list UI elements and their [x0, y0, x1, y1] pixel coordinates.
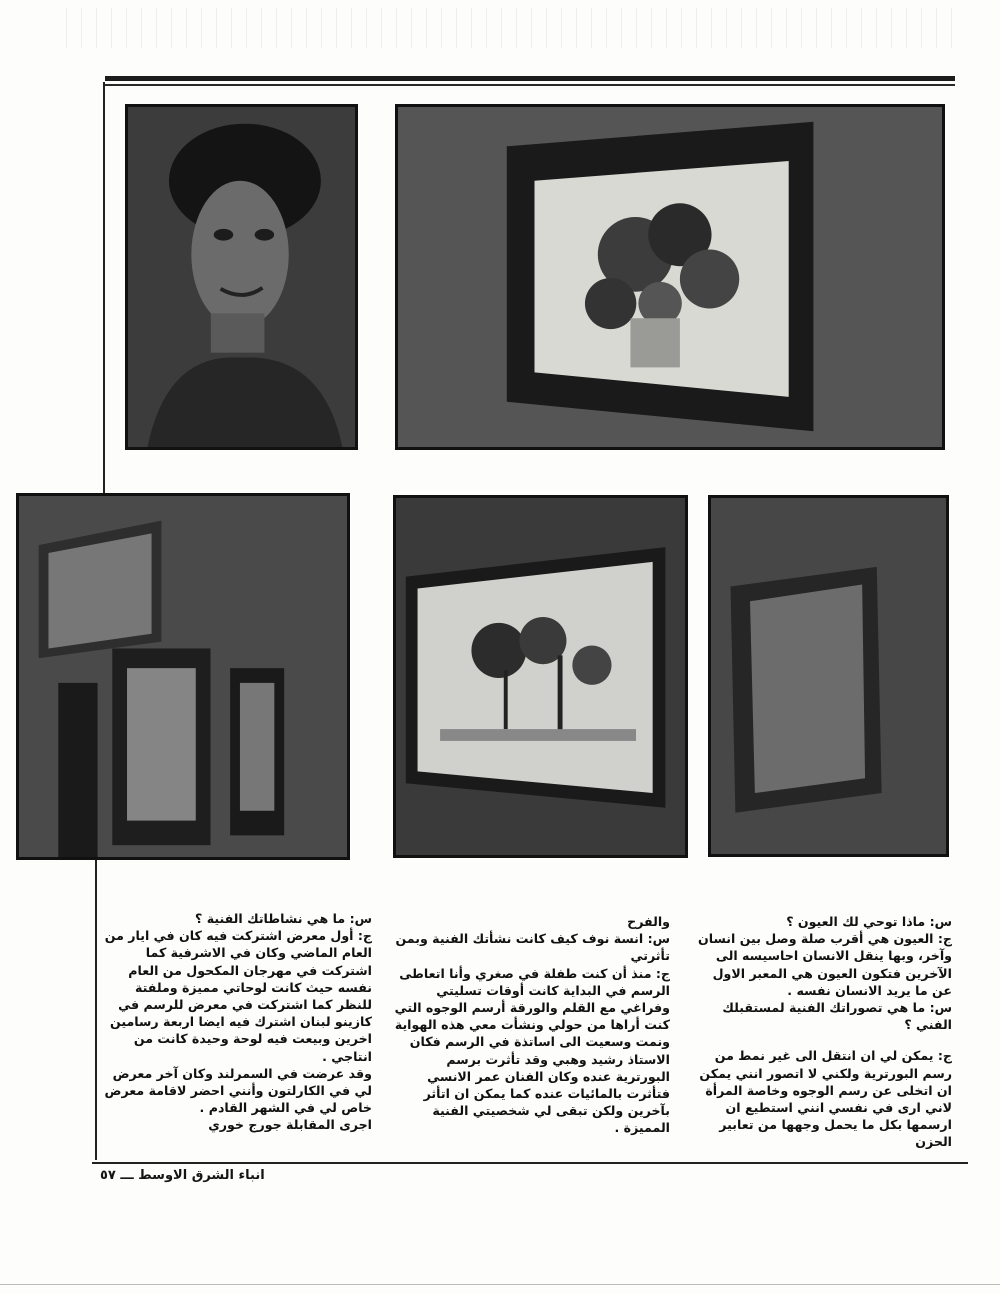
- question-future: س: ما هي تصوراتك الفنية لمستقبلك الفني ؟: [722, 1000, 952, 1033]
- question-eyes: س: ماذا توحي لك العيون ؟: [786, 914, 952, 929]
- photo-wall-frames: [16, 493, 350, 860]
- bottom-rule: [92, 1162, 968, 1164]
- scan-edge-line: [0, 1284, 1000, 1285]
- photo-portrait-painting: [125, 104, 358, 450]
- question-activities: س: ما هي نشاطاتك الفنية ؟: [195, 911, 372, 926]
- answer-upbringing: ج: منذ أن كنت طفلة في صغري وأنا اتعاطى الرسم في البداية كانت أوقات تسليتي وفراغي مع القلم والورقة أرسم الوجوه التي كنت أراها من حولي ونشأت معي هذه الهواية ونمت وسعيت الى اساتذة في الرسم فكان الاستاذ رشيد وهبي وقد تأثرت برسم البورترية عنده وكان الفنان عمر الانسي فتأثرت بالمائيات عنده كما يمكن ان اتأثر بآخرين ولكن تبقى لي شخصيتي الفنية المميزة .: [394, 965, 670, 1136]
- continuation-word: والفرح: [627, 914, 670, 929]
- answer-exhibitions: وقد عرضت في السمرلند وكان آخر معرض لي في الكارلتون وأنني احضر لاقامة معرض خاص لي في الشهر القادم .: [104, 1065, 372, 1116]
- article-column-left: [100, 910, 372, 1134]
- article-column-right: [690, 913, 952, 1151]
- scan-noise: [60, 8, 960, 48]
- page-footer: انباء الشرق الاوسط ـــ ٥٧: [100, 1168, 265, 1183]
- interviewer-credit: اجرى المقابلة جورج خوري: [208, 1117, 372, 1133]
- answer-eyes: ج: العيون هي أقرب صلة وصل بين انسان وآخر، وبها ينقل الانسان احاسيسه الى الآخرين فتكون العيون هي المعبر الاول عن ما يريد الانسان نفسه .: [698, 931, 952, 998]
- photo-framed-trees: [393, 495, 688, 858]
- article-column-middle: [392, 913, 670, 1137]
- answer-future: ج: يمكن لي ان انتقل الى غير نمط من رسم البورترية ولكني لا اتصور انني يمكن ان اتخلى عن رسم الوجوه وخاصة المرأة لاني ارى في نفسي انني استطيع ان ارسمها بكل ما يحمل وجهها من تعابير الحزن: [699, 1048, 952, 1150]
- top-rule-thin: [105, 84, 955, 86]
- question-upbringing: س: انسة نوف كيف كانت نشأتك الفنية وبمن تأثرتي: [395, 931, 670, 964]
- left-vertical-rule-lower: [95, 860, 97, 1160]
- top-rule: [105, 76, 955, 81]
- left-vertical-rule: [103, 82, 105, 494]
- photo-faded-frame: [708, 495, 949, 857]
- answer-activities: ج: أول معرض اشتركت فيه كان في ايار من العام الماضي وكان في الاشرفية كما اشتركت في مهرجان المكحول من العام نفسه حيث كانت لوحاتي مميزة وملفتة للنظر كما اشتركت في معرض للرسم في كازينو لبنان اشترك فيه ايضا اربعة رسامين اخرين وبيعت فيه لوحة وحيدة كانت من انتاجي .: [104, 928, 372, 1064]
- photo-framed-flowers: [395, 104, 945, 450]
